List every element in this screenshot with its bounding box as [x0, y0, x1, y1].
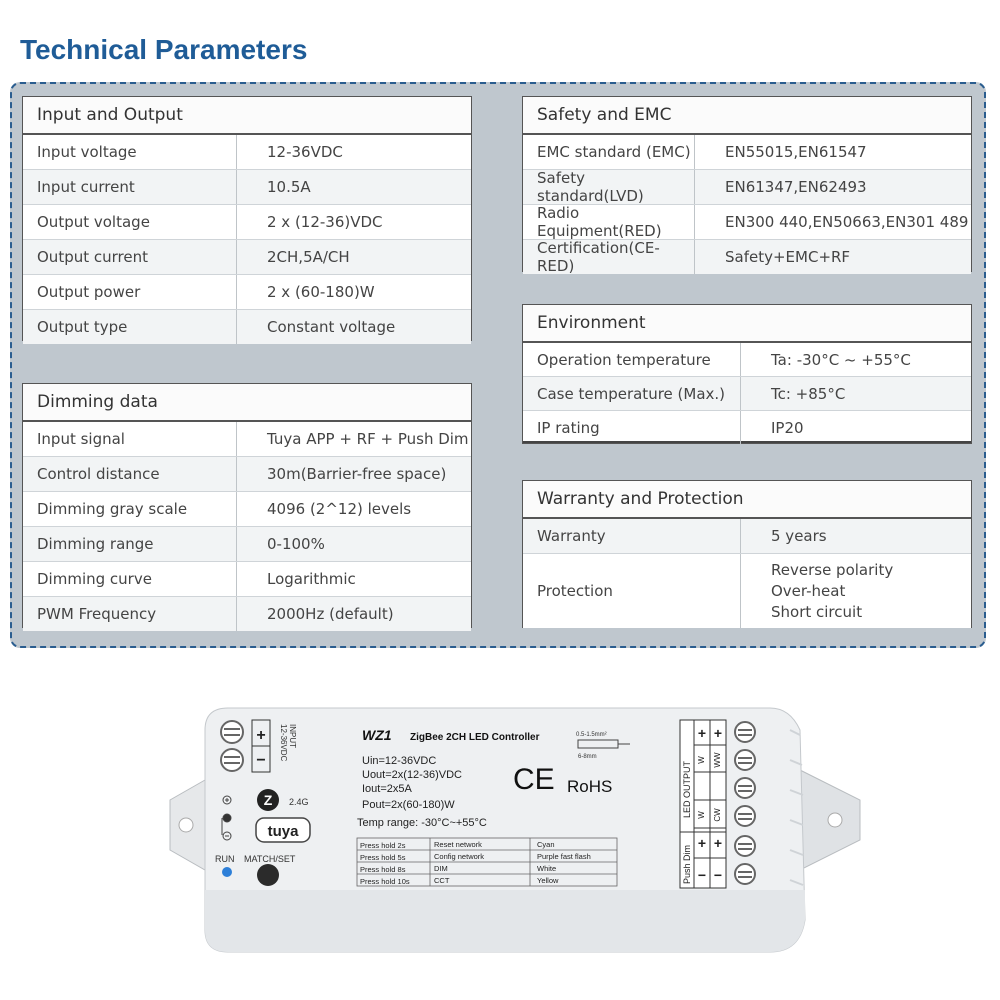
push-dim-label: Push Dim [682, 844, 692, 884]
legend-indicator: Yellow [537, 876, 559, 885]
row-label: PWM Frequency [23, 597, 237, 631]
row-label: Input current [23, 170, 237, 204]
wire-spec: 0.5-1.5mm² [576, 732, 607, 738]
row-label: Output type [23, 310, 237, 344]
table-row [523, 240, 971, 274]
svg-text:+: + [713, 835, 723, 851]
table-row [23, 240, 471, 275]
row-label: Dimming curve [23, 562, 237, 596]
input-plus: + [256, 727, 266, 744]
legend-function: DIM [434, 864, 448, 873]
table-row [523, 170, 971, 205]
strip-length: 6-8mm [578, 754, 597, 760]
row-value: 2000Hz (default) [267, 605, 394, 623]
dimming-header: Dimming data [23, 384, 471, 422]
dimming-table [22, 383, 472, 628]
row-value: 2CH,5A/CH [267, 248, 350, 266]
legend-action: Press hold 8s [360, 865, 406, 874]
table-row [23, 135, 471, 170]
warranty-table [522, 480, 972, 628]
row-value: Tc: +85°C [771, 384, 846, 403]
legend-action: Press hold 10s [360, 877, 410, 886]
device-name: ZigBee 2CH LED Controller [410, 732, 540, 743]
spec-line: Pout=2x(60-180)W [362, 799, 455, 811]
input-label: INPUT [288, 724, 297, 748]
row-value: 30m(Barrier-free space) [267, 465, 447, 483]
input-minus: − [256, 752, 266, 769]
svg-text:tuya: tuya [267, 823, 299, 840]
row-label: Output current [23, 240, 237, 274]
legend-action: Press hold 5s [360, 853, 406, 862]
spec-line: Uout=2x(12-36)VDC [362, 769, 462, 781]
table-row [23, 310, 471, 344]
legend-function: Reset network [434, 840, 482, 849]
table-row [23, 527, 471, 562]
input-voltage-label: 12-36VDC [279, 724, 288, 762]
rohs-mark: RoHS [567, 777, 613, 796]
svg-text:+: + [697, 725, 707, 741]
legend-indicator: Purple fast flash [537, 852, 591, 861]
row-label: Dimming range [23, 527, 237, 561]
safety-emc-table [522, 96, 972, 275]
protection-item: Short circuit [771, 602, 863, 621]
row-value: 5 years [771, 527, 827, 545]
table-row [523, 519, 971, 554]
ce-mark: CE [513, 763, 555, 796]
row-value: Tuya APP + RF + Push Dim [267, 430, 469, 448]
table-row [23, 275, 471, 310]
svg-text:+: + [697, 835, 707, 851]
legend-function: CCT [434, 876, 450, 885]
row-label: Input signal [23, 422, 237, 456]
row-value: 2 x (12-36)VDC [267, 213, 383, 231]
table-row [23, 170, 471, 205]
row-value: Ta: -30°C ~ +55°C [771, 350, 911, 369]
row-label: EMC standard (EMC) [523, 135, 695, 169]
row-label: Protection [523, 554, 741, 628]
warranty-header: Warranty and Protection [523, 481, 971, 519]
row-value: Constant voltage [267, 318, 396, 336]
table-row [523, 343, 971, 377]
zigbee-frequency: 2.4G [289, 797, 309, 807]
row-value: EN61347,EN62493 [725, 178, 867, 196]
table-row [523, 411, 971, 444]
row-value: 4096 (2^12) levels [267, 500, 412, 518]
safety-emc-header: Safety and EMC [523, 97, 971, 135]
input-output-header: Input and Output [23, 97, 471, 135]
table-row [523, 554, 971, 628]
match-set-label: MATCH/SET [244, 854, 296, 864]
row-value: IP20 [771, 418, 804, 437]
protection-item: Over-heat [771, 581, 846, 600]
row-label: Output power [23, 275, 237, 309]
run-indicator-led [222, 867, 232, 877]
row-label: Output voltage [23, 205, 237, 239]
spec-line: Iout=2x5A [362, 783, 412, 795]
row-label: Input voltage [23, 135, 237, 169]
legend-indicator: Cyan [537, 840, 555, 849]
row-label: Case temperature (Max.) [523, 377, 741, 410]
table-row [23, 422, 471, 457]
table-row [23, 457, 471, 492]
row-label: Radio Equipment(RED) [523, 205, 695, 239]
model-name: WZ1 [362, 727, 392, 743]
row-value: 10.5A [267, 178, 311, 196]
legend-function: Config network [434, 852, 485, 861]
spec-line: Temp range: -30°C~+55°C [357, 817, 487, 829]
row-value: Safety+EMC+RF [725, 248, 851, 266]
run-label: RUN [215, 854, 235, 864]
row-label: Safety standard(LVD) [523, 170, 695, 204]
spec-line: Uin=12-36VDC [362, 755, 437, 767]
row-label: Certification(CE-RED) [523, 240, 695, 274]
svg-text:−: − [697, 867, 707, 883]
table-row [523, 377, 971, 411]
channel-label: CW [713, 808, 722, 822]
table-row [523, 135, 971, 170]
controller-device-illustration [0, 690, 1000, 990]
table-row [23, 492, 471, 527]
protection-list [771, 560, 893, 623]
row-label: IP rating [523, 411, 741, 444]
protection-item: Reverse polarity [771, 560, 894, 579]
row-label: Operation temperature [523, 343, 741, 376]
row-value: 12-36VDC [267, 143, 343, 161]
row-value: 2 x (60-180)W [267, 283, 375, 301]
row-label: Dimming gray scale [23, 492, 237, 526]
table-row [23, 562, 471, 597]
row-value: EN300 440,EN50663,EN301 489 [725, 213, 969, 231]
table-row [523, 205, 971, 240]
channel-label: W [697, 756, 706, 764]
row-value: 0-100% [267, 535, 325, 553]
environment-table [522, 304, 972, 444]
channel-label: WW [713, 752, 722, 768]
svg-text:+: + [713, 725, 723, 741]
svg-text:−: − [713, 867, 723, 883]
legend-indicator: White [537, 864, 557, 873]
led-output-label: LED OUTPUT [682, 760, 692, 818]
match-set-button[interactable] [257, 864, 279, 886]
row-value: EN55015,EN61547 [725, 143, 867, 161]
table-row [23, 597, 471, 631]
legend-action: Press hold 2s [360, 841, 406, 850]
row-value: Logarithmic [267, 570, 356, 588]
channel-label: W [697, 811, 706, 819]
table-row [23, 205, 471, 240]
input-output-table [22, 96, 472, 341]
row-label: Control distance [23, 457, 237, 491]
output-terminal-labels [680, 720, 726, 888]
page-title: Technical Parameters [20, 34, 308, 65]
svg-text:Z: Z [263, 792, 273, 808]
row-label: Warranty [523, 519, 741, 553]
environment-header: Environment [523, 305, 971, 343]
